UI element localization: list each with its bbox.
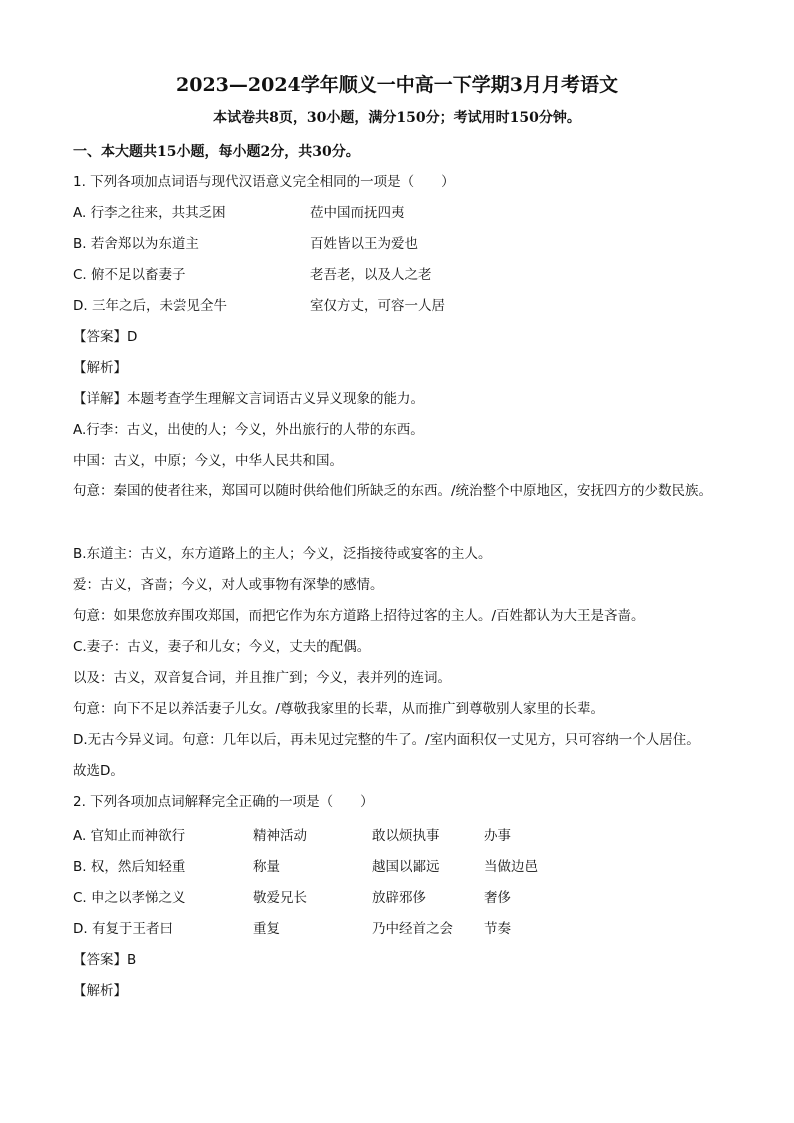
q1-explain-c3: 句意：向下不足以养活妻子儿女。/尊敬我家里的长辈，从而推广到尊敬别人家里的长辈。 xyxy=(73,701,605,717)
q1-option-d-pair: 室仅方丈，可容一人居 xyxy=(310,298,445,314)
q2-option-c: C. 申之以孝悌之义 xyxy=(73,890,186,906)
q1-detail: 【详解】本题考查学生理解文言词语古义异义现象的能力。 xyxy=(73,391,424,407)
q2-option-d-meaning2: 节奏 xyxy=(484,921,511,937)
q1-explain-c: C.妻子：古义，妻子和儿女；今义，丈夫的配偶。 xyxy=(73,639,371,655)
q1-explain-a3: 句意：秦国的使者往来，郑国可以随时供给他们所缺乏的东西。/统治整个中原地区，安抚四方的少数民族。 xyxy=(73,483,713,499)
q2-option-c-phrase2: 放辟邪侈 xyxy=(372,890,426,906)
option-text: A. 行李之往来，共其乏困 xyxy=(73,205,226,221)
q2-option-d: D. 有复于王者曰 xyxy=(73,921,173,937)
q1-explain-a2: 中国：古义，中原；今义，中华人民共和国。 xyxy=(73,453,343,469)
q1-explain-b2: 爱：古义，吝啬；今义，对人或事物有深挚的感情。 xyxy=(73,577,384,593)
q2-option-b-phrase2: 越国以鄙远 xyxy=(372,859,440,875)
q2-option-b: B. 权，然后知轻重 xyxy=(73,859,186,875)
section-heading: 一、本大题共15小题，每小题2分，共30分。 xyxy=(73,144,360,160)
q2-option-a-phrase2: 敢以烦执事 xyxy=(372,828,440,844)
q2-option-a: A. 官知止而神欲行 xyxy=(73,828,186,844)
q2-option-c-meaning1: 敬爱兄长 xyxy=(253,890,307,906)
page-title: 2023—2024学年顺义一中高一下学期3月月考语文 xyxy=(176,74,618,96)
q1-explain-b3: 句意：如果您放弃围攻郑国，而把它作为东方道路上招待过客的主人。/百姓都认为大王是吝啬。 xyxy=(73,608,645,624)
q2-option-b-meaning1: 称量 xyxy=(253,859,280,875)
q2-option-d-phrase2: 乃中经首之会 xyxy=(372,921,453,937)
q2-answer: 【答案】B xyxy=(73,952,137,968)
q1-analysis-label: 【解析】 xyxy=(73,360,127,376)
q1-answer: 【答案】D xyxy=(73,329,138,345)
q1-option-c: C. 俯不足以畜妻子 xyxy=(73,267,186,283)
q1-option-b: B. 若舍郑以为东道主 xyxy=(73,236,199,252)
exam-info: 本试卷共8页，30小题，满分150分；考试用时150分钟。 xyxy=(213,110,581,126)
q1-explain-c2: 以及：古义，双音复合词，并且推广到；今义，表并列的连词。 xyxy=(73,670,451,686)
q1-explain-b: B.东道主：古义，东方道路上的主人；今义，泛指接待或宴客的主人。 xyxy=(73,546,492,562)
q2-option-c-meaning2: 奢侈 xyxy=(484,890,511,906)
question-1-stem: 1. 下列各项加点词语与现代汉语意义完全相同的一项是（ ） xyxy=(73,174,455,190)
q2-option-d-meaning1: 重复 xyxy=(253,921,280,937)
q2-option-b-meaning2: 当做边邑 xyxy=(484,859,538,875)
q1-conclusion: 故选D。 xyxy=(73,763,124,779)
q1-explain-d: D.无古今异义词。句意：几年以后，再未见过完整的牛了。/室内面积仅一丈见方，只可容纳一个人居住。 xyxy=(73,732,700,748)
q1-option-d: D. 三年之后，未尝见全牛 xyxy=(73,298,227,314)
q1-option-c-pair: 老吾老，以及人之老 xyxy=(310,267,432,283)
q1-option-a xyxy=(73,203,226,223)
q1-explain-a: A.行李：古义，出使的人；今义，外出旅行的人带的东西。 xyxy=(73,422,424,438)
q2-analysis-label: 【解析】 xyxy=(73,983,127,999)
q2-option-a-meaning2: 办事 xyxy=(484,828,511,844)
q1-option-b-pair: 百姓皆以王为爱也 xyxy=(310,236,418,252)
q1-option-a-pair: 莅中国而抚四夷 xyxy=(310,205,405,221)
q2-option-a-meaning1: 精神活动 xyxy=(253,828,307,844)
question-2-stem: 2. 下列各项加点词解释完全正确的一项是（ ） xyxy=(73,794,374,810)
